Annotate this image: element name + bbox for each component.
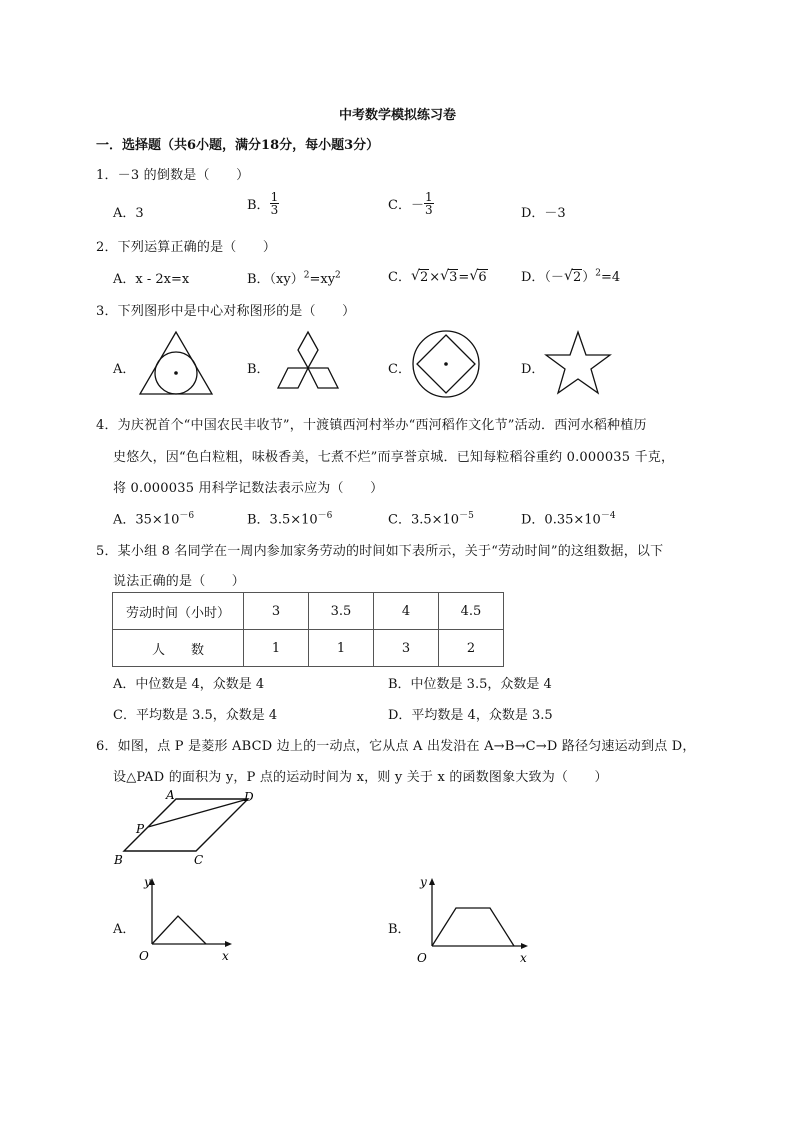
graph-a-triangle xyxy=(136,872,236,962)
q1-option-b: B． $\frac{1}{3}$ xyxy=(247,190,279,217)
star-figure xyxy=(543,330,613,398)
graph-a-x-label: x xyxy=(222,949,229,962)
q3-option-d-label: D． xyxy=(521,362,545,377)
table-cell: 4 xyxy=(374,593,439,630)
graph-b-x-label: x xyxy=(520,951,527,965)
rhombus-figure xyxy=(108,788,268,870)
table-cell: 劳动时间（小时） xyxy=(113,593,244,630)
table-cell: 3.5 xyxy=(309,593,374,630)
q4-option-c: C．$3.5\times 10^{-5}$ xyxy=(388,511,474,528)
question-6-line1: 6．如图，点 P 是菱形 ABCD 边上的一动点，它从点 A 出发沿在 A→B→C→D 路径匀速运动到点 D， xyxy=(96,739,696,754)
graph-b-y-label: y xyxy=(420,875,427,889)
circle-square-figure xyxy=(410,328,482,400)
question-4-line2: 史悠久，因“色白粒粗，味极香美，七煮不烂”而享誉京城．已知每粒稻谷重约 0.000035 千克， xyxy=(113,450,675,465)
section-heading: 一．选择题（共6小题，满分18分，每小题3分） xyxy=(96,138,380,153)
vertex-label-a: A xyxy=(166,788,175,802)
q2-option-d: D．（－ √ 2）$^2$=4 xyxy=(521,268,621,285)
table-cell: 4.5 xyxy=(439,593,504,630)
page-title: 中考数学模拟练习卷 xyxy=(339,108,457,123)
three-rhombus-figure xyxy=(270,330,346,398)
q2-option-a: A．x - 2x=x xyxy=(113,272,190,287)
graph-a-origin-label: O xyxy=(139,949,149,962)
table-cell: 1 xyxy=(244,630,309,667)
question-1-stem: 1．－3 的倒数是（ ） xyxy=(96,168,250,183)
q6-option-b-label: B． xyxy=(388,922,411,937)
vertex-label-c: C xyxy=(194,853,204,867)
q2-option-c: C． √ 2× √ 3= √ 6 xyxy=(388,268,487,285)
question-4-line1: 4．为庆祝首个“中国农民丰收节”，十渡镇西河村举办“西河稻作文化节”活动．西河水稻种植历 xyxy=(96,418,647,433)
point-label-p: P xyxy=(136,822,145,836)
q4-option-b: B．$3.5\times 10^{-6}$ xyxy=(247,511,333,528)
q5-option-c: C．平均数是 3.5，众数是 4 xyxy=(113,708,278,723)
graph-b-origin-label: O xyxy=(417,951,427,965)
q5-option-d: D．平均数是 4，众数是 3.5 xyxy=(388,708,553,723)
question-3-stem: 3．下列图形中是中心对称图形的是（ ） xyxy=(96,304,356,319)
question-2-stem: 2．下列运算正确的是（ ） xyxy=(96,240,277,255)
q3-option-b-label: B． xyxy=(247,362,270,377)
q5-option-a: A．中位数是 4，众数是 4 xyxy=(113,677,265,692)
question-5-line2: 说法正确的是（ ） xyxy=(113,574,246,589)
q1-option-d: D．－3 xyxy=(521,206,566,221)
q1-option-c: C．－ $\frac{1}{3}$ xyxy=(388,190,433,217)
q4-option-a: A．$35\times 10^{-6}$ xyxy=(113,511,195,528)
q1-option-a: A．3 xyxy=(113,206,144,221)
question-4-line3: 将 0.000035 用科学记数法表示应为（ ） xyxy=(113,481,384,496)
vertex-label-d: D xyxy=(244,790,254,804)
q4-option-d: D．$0.35\times 10^{-4}$ xyxy=(521,511,616,528)
q3-option-a-label: A． xyxy=(113,362,136,377)
q2-option-b: B．$(xy)^2=xy^2$ xyxy=(247,270,341,287)
graph-b-trapezoid xyxy=(412,872,536,966)
table-cell: 3 xyxy=(374,630,439,667)
q5-option-b: B．中位数是 3.5，众数是 4 xyxy=(388,677,552,692)
graph-a-y-label: y xyxy=(144,875,151,889)
table-row xyxy=(113,593,504,630)
table-cell: 2 xyxy=(439,630,504,667)
vertex-label-b: B xyxy=(114,853,123,867)
question-5-line1: 5．某小组 8 名同学在一周内参加家务劳动的时间如下表所示，关于“劳动时间”的这组数据，以下 xyxy=(96,544,664,559)
table-row xyxy=(113,630,504,667)
question-6-line2: 设△PAD 的面积为 y，P 点的运动时间为 x，则 y 关于 x 的函数图象大致为（ ） xyxy=(113,770,608,785)
table-cell: 3 xyxy=(244,593,309,630)
labor-time-table xyxy=(112,592,504,667)
table-cell: 人 数 xyxy=(113,630,244,667)
q6-option-a-label: A． xyxy=(113,922,136,937)
q3-option-c-label: C． xyxy=(388,362,411,377)
table-cell: 1 xyxy=(309,630,374,667)
triangle-circle-figure xyxy=(136,328,216,398)
